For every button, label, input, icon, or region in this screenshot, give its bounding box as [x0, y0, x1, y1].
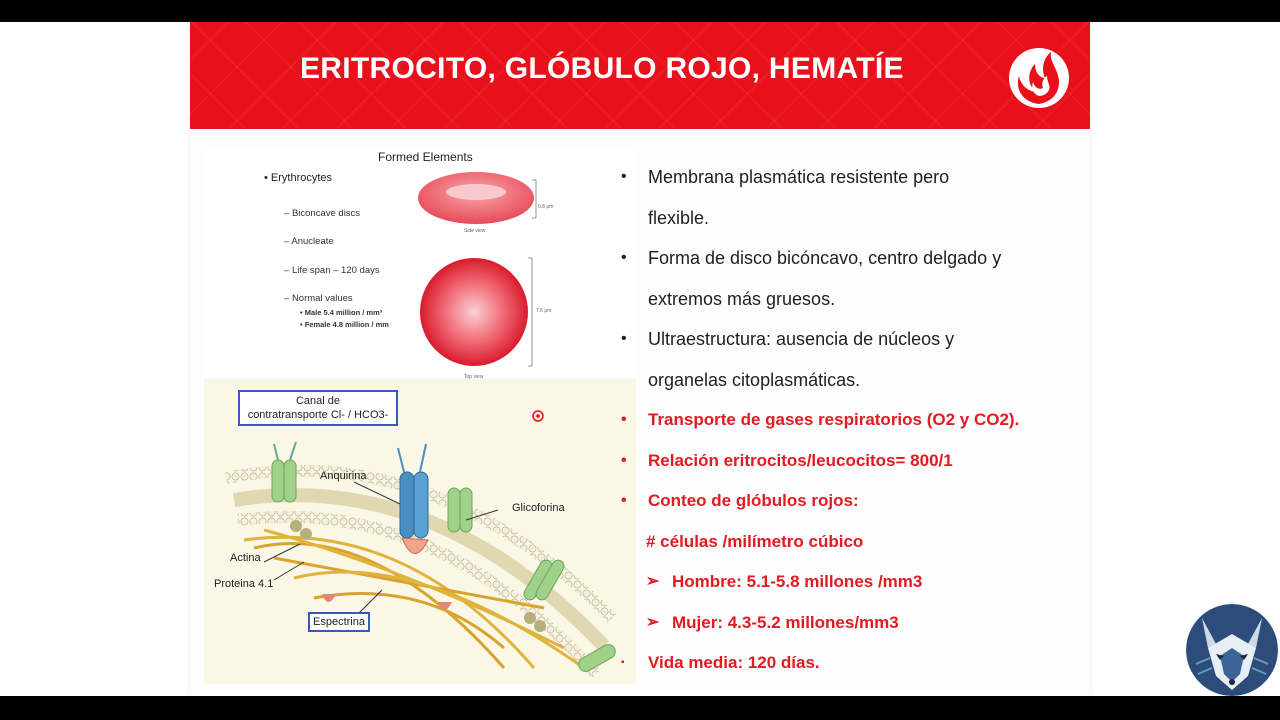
- bullet-text: Relación eritrocitos/leucocitos= 800/1: [648, 450, 953, 470]
- bullet-mark: •: [621, 168, 627, 185]
- bullet-text: extremos más gruesos.: [648, 288, 836, 309]
- bullet-text: Transporte de gases respiratorios (O2 y CO2).: [648, 410, 1020, 429]
- arrow-bullet-icon: ➢: [646, 613, 660, 631]
- bullet-item: [618, 441, 1078, 482]
- bullet-mark: •: [621, 451, 627, 469]
- slide: [190, 22, 1090, 696]
- bullet-item: [618, 562, 1078, 603]
- figure-bullet: • Erythrocytes: [264, 172, 333, 184]
- bullet-text: flexible.: [648, 207, 710, 228]
- bullet-text: Vida media: 120 días.: [648, 653, 820, 672]
- bullet-text: Mujer: 4.3-5.2 millones/mm3: [672, 612, 899, 632]
- bullet-item: [618, 279, 1078, 320]
- channel-label-line: contratransporte Cl- / HCO3-: [247, 409, 389, 421]
- bullet-text: Forma de disco bicóncavo, centro delgado y: [648, 248, 1002, 268]
- wolf-avatar-icon: [1186, 604, 1278, 696]
- figure-item-text: Biconcave discs: [291, 208, 361, 219]
- bullet-item: [618, 198, 1078, 239]
- figure-subitem-text: Female 4.8 million / mm: [304, 320, 389, 329]
- bullet-text: # células /milímetro cúbico: [646, 531, 864, 551]
- bullet-mark: •: [621, 249, 627, 266]
- figure-item: – Normal values: [284, 293, 353, 304]
- bullet-mark: •: [621, 492, 627, 509]
- bullet-item: [618, 238, 1078, 279]
- actin-label: Actina: [230, 552, 261, 564]
- glycophorin-label: Glicoforina: [512, 502, 565, 514]
- erythrocyte-figure: [204, 148, 636, 684]
- bullet-text: Hombre: 5.1-5.8 millones /mm3: [672, 572, 923, 591]
- figure-item: – Life span – 120 days: [284, 265, 380, 276]
- figure-item: – Anucleate: [284, 236, 334, 247]
- bullet-item: [618, 157, 1078, 198]
- bullet-text: Conteo de glóbulos rojos:: [648, 491, 859, 510]
- slide-title: ERITROCITO, GLÓBULO ROJO, HEMATÍE: [300, 52, 904, 85]
- protein41-label: Proteina 4.1: [214, 578, 274, 590]
- ankyrin-label: Anquirina: [320, 470, 367, 482]
- bullet-list: [618, 157, 1078, 684]
- bullet-text: organelas citoplasmáticas.: [648, 369, 861, 390]
- bullet-item: [618, 319, 1078, 360]
- figure-header: Formed Elements: [378, 150, 473, 164]
- channel-label: [238, 390, 398, 426]
- figure-item-text: Normal values: [291, 293, 353, 304]
- side-view-dimension: 0.8 μm: [538, 204, 554, 210]
- top-view-dimension: 7.5 μm: [536, 308, 552, 314]
- bullet-item: [618, 400, 1078, 441]
- bullet-text: Ultraestructura: ausencia de núcleos y: [648, 329, 955, 349]
- channel-label-line: Canal de: [295, 395, 341, 407]
- top-view-label: Top view: [464, 374, 484, 380]
- figure-subitem-text: Male 5.4 million / mm³: [304, 308, 383, 317]
- bullet-text: Membrana plasmática resistente pero: [648, 167, 950, 187]
- side-view-label: Side view: [464, 228, 486, 234]
- figure-item: – Biconcave discs: [284, 208, 361, 219]
- figure-subitem: • Male 5.4 million / mm³: [300, 308, 383, 317]
- figure-item-text: Life span – 120 days: [291, 265, 380, 276]
- spectrin-label: Espectrina: [308, 612, 370, 632]
- figure-item-text: Anucleate: [291, 236, 334, 247]
- bullet-item: [618, 643, 1078, 684]
- figure-subitem: • Female 4.8 million / mm: [300, 320, 389, 329]
- square-bullet-icon: ▪: [621, 657, 625, 668]
- bullet-mark: •: [621, 411, 627, 428]
- bullet-item: [618, 522, 1078, 563]
- bullet-item: [618, 360, 1078, 401]
- bullet-item: [618, 603, 1078, 644]
- figure-bullet-text: Erythrocytes: [270, 172, 333, 184]
- arrow-bullet-icon: ➢: [646, 573, 660, 590]
- bullet-item: [618, 481, 1078, 522]
- slide-area: [0, 22, 1280, 696]
- bullet-mark: •: [621, 330, 627, 347]
- flame-logo-icon: [1005, 42, 1073, 110]
- title-banner: [190, 22, 1090, 129]
